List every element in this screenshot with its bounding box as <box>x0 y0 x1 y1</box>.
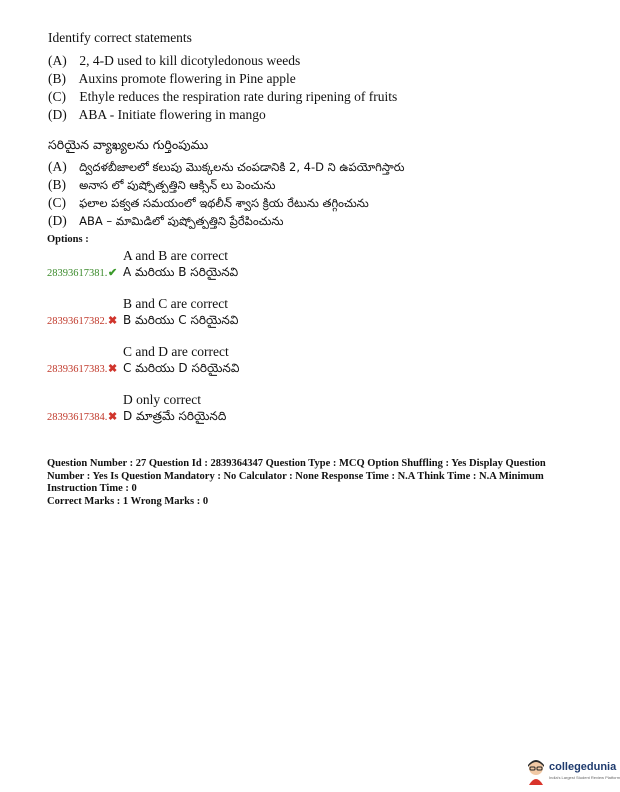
option-2-text-te: B మరియు C సరియైనవి <box>123 313 239 327</box>
statement-label: (C) <box>48 89 66 104</box>
statement-text: Auxins promote flowering in Pine apple <box>78 71 296 86</box>
cross-icon: ✖ <box>108 363 118 375</box>
statement-label: (B) <box>48 177 66 192</box>
statement-label: (A) <box>48 53 67 68</box>
statement-te-d <box>48 213 283 231</box>
statement-text: Ethyle reduces the respiration rate during ripening of fruits <box>79 89 398 104</box>
cross-icon: ✖ <box>108 411 118 423</box>
marks-line: Correct Marks : 1 Wrong Marks : 0 <box>47 495 209 507</box>
check-icon: ✔ <box>108 267 118 279</box>
statement-text: అనాస లో పుష్పోత్పత్తిని ఆక్సిన్ లు పెంచును <box>79 178 276 192</box>
options-label: Options : <box>47 234 89 245</box>
mascot-icon <box>525 759 547 785</box>
statement-en-b <box>48 71 296 87</box>
option-3-id: 28393617383. <box>47 364 108 375</box>
option-1-id: 28393617381. <box>47 268 108 279</box>
option-2-text-en: B and C are correct <box>123 296 228 311</box>
cross-icon: ✖ <box>108 315 118 327</box>
option-3-text-te: C మరియు D సరియైనవి <box>123 361 240 375</box>
statement-text: ABA - Initiate flowering in mango <box>78 107 266 122</box>
statement-en-c <box>48 89 397 105</box>
statement-label: (B) <box>48 71 66 86</box>
option-1-text-te: A మరియు B సరియైనవి <box>123 265 239 279</box>
option-4-id: 28393617384. <box>47 412 108 423</box>
statement-te-a <box>48 159 405 177</box>
statement-en-d <box>48 107 266 123</box>
statement-label: (C) <box>48 195 66 210</box>
statement-label: (A) <box>48 159 67 174</box>
option-4-text-te: D మాత్రమే సరియైనది <box>123 409 227 423</box>
option-1-text-en: A and B are correct <box>123 248 228 263</box>
question-heading-en: Identify correct statements <box>48 30 192 45</box>
collegedunia-logo <box>525 759 620 787</box>
question-metadata <box>47 458 567 508</box>
option-4-text-en: D only correct <box>123 392 201 407</box>
statement-text: ద్విదళబీజాలలో కలుపు మొక్కలను చంపడానికి 2, 4-D ని ఉపయోగిస్తారు <box>79 160 405 174</box>
statement-label: (D) <box>48 107 67 122</box>
option-2-id: 28393617382. <box>47 316 108 327</box>
statement-te-b <box>48 177 275 195</box>
statement-text: ABA – మామిడిలో పుష్పోత్పత్తిని ప్రేరేపించును <box>79 214 284 228</box>
question-heading-te: సరియైన వ్యాఖ్యలను గుర్తింపుము <box>48 137 209 152</box>
statement-label: (D) <box>48 213 67 228</box>
question-metadata-line: Question Number : 27 Question Id : 2839364347 Question Type : MCQ Option Shuffling : Yes Display Question Number : Yes Is Question Mandatory : No Calculator : None Response Time : N.A Think Time : N.A Minimum Instruction Time : 0 <box>47 458 546 494</box>
statement-te-c <box>48 195 369 213</box>
statement-text: ఫలాల పక్వత సమయంలో ఇథలీన్ శ్వాస క్రియ రేటును తగ్గించును <box>79 196 369 210</box>
logo-tagline: India's Largest Student Review Platform <box>549 775 620 780</box>
option-3-text-en: C and D are correct <box>123 344 229 359</box>
statement-text: 2, 4-D used to kill dicotyledonous weeds <box>79 53 301 68</box>
logo-text: collegedunia <box>549 761 617 773</box>
statement-en-a <box>48 53 300 69</box>
